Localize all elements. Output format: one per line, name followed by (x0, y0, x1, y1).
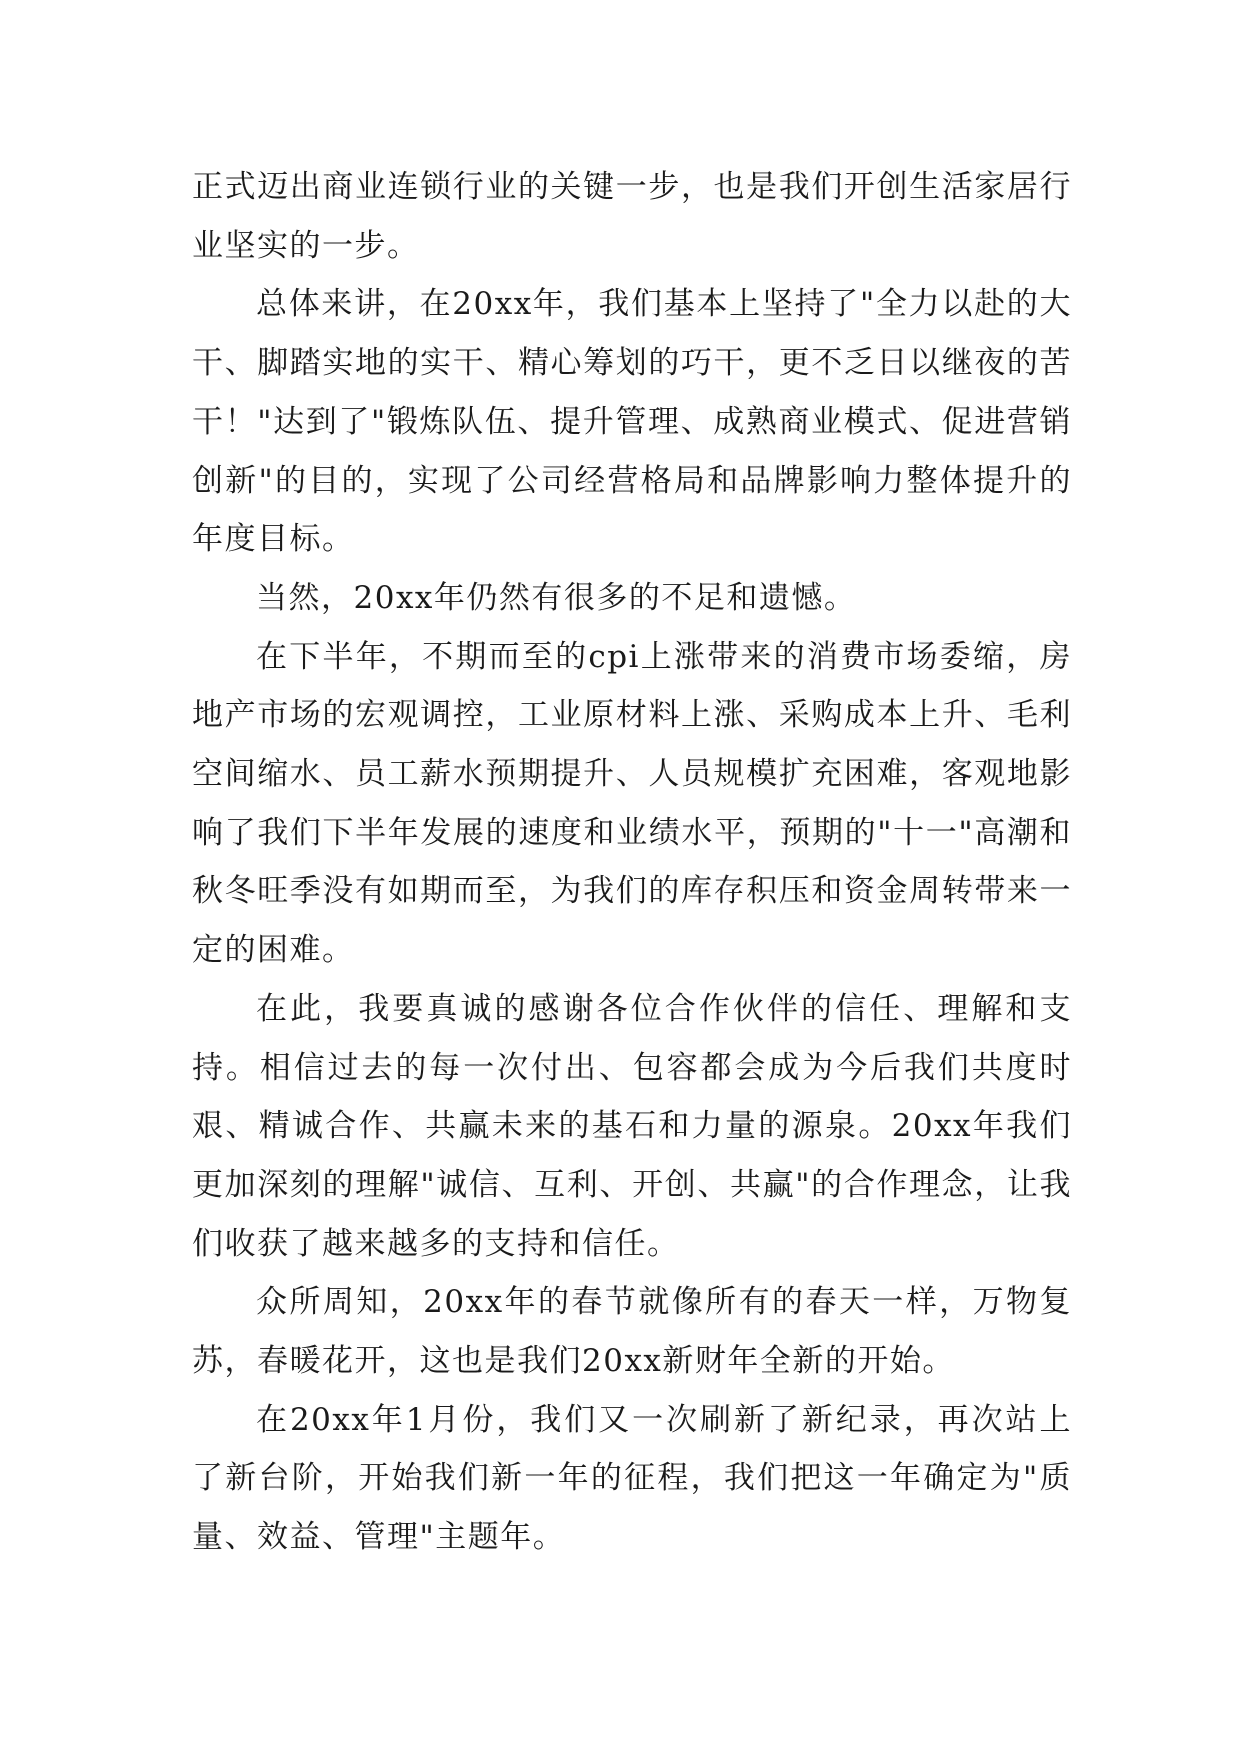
paragraph-5: 在此，我要真诚的感谢各位合作伙伴的信任、理解和支持。相信过去的每一次付出、包容都会成为今后我们共度时艰、精诚合作、共赢未来的基石和力量的源泉。20xx年我们更加深刻的理解"诚信、互利、开创、共赢"的合作理念，让我们收获了越来越多的支持和信任。 (192, 990, 1072, 1262)
paragraph-3: 当然，20xx年仍然有很多的不足和遗憾。 (256, 579, 857, 616)
document-body (192, 158, 1072, 1567)
paragraph-7: 在20xx年1月份，我们又一次刷新了新纪录，再次站上了新台阶，开始我们新一年的征程，我们把这一年确定为"质量、效益、管理"主题年。 (192, 1401, 1072, 1556)
paragraph-6: 众所周知，20xx年的春节就像所有的春天一样，万物复苏，春暖花开，这也是我们20xx新财年全新的开始。 (192, 1284, 1072, 1380)
paragraph-4: 在下半年，不期而至的cpi上涨带来的消费市场委缩，房地产市场的宏观调控，工业原材料上涨、采购成本上升、毛利空间缩水、员工薪水预期提升、人员规模扩充困难，客观地影响了我们下半年发展的速度和业绩水平，预期的"十一"高潮和秋冬旺季没有如期而至，为我们的库存积压和资金周转带来一定的困难。 (192, 638, 1072, 969)
paragraph-2: 总体来讲，在20xx年，我们基本上坚持了"全力以赴的大干、脚踏实地的实干、精心筹划的巧干，更不乏日以继夜的苦干！"达到了"锻炼队伍、提升管理、成熟商业模式、促进营销创新"的目的，实现了公司经营格局和品牌影响力整体提升的年度目标。 (192, 286, 1072, 558)
paragraph-1: 正式迈出商业连锁行业的关键一步，也是我们开创生活家居行业坚实的一步。 (192, 169, 1072, 264)
